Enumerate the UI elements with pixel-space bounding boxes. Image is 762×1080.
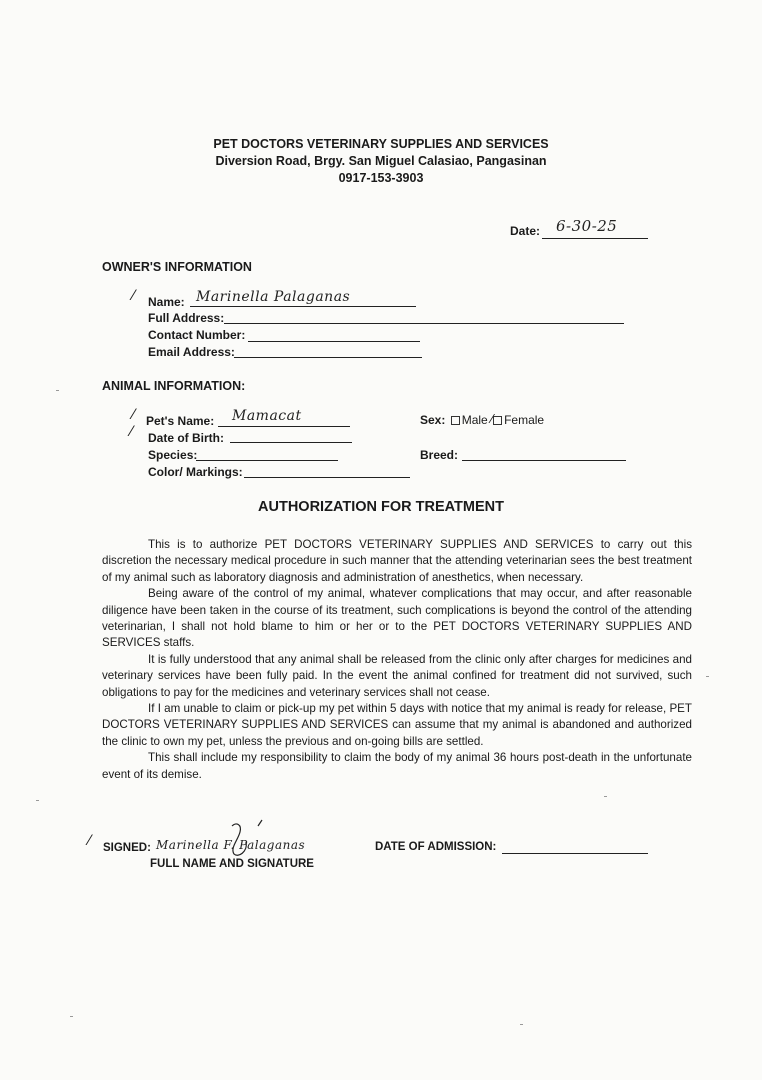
business-phone: 0917-153-3903 — [338, 171, 424, 185]
animal-section-title: ANIMAL INFORMATION: — [102, 379, 246, 393]
owner-contact-line — [248, 341, 420, 342]
scan-speck — [706, 676, 709, 677]
breed-line — [462, 460, 626, 461]
business-address: Diversion Road, Brgy. San Miguel Calasiao, Pangasinan — [215, 154, 547, 168]
sex-male-option: Male — [461, 413, 488, 427]
owner-address-label: Full Address: — [148, 311, 225, 325]
business-name: PET DOCTORS VETERINARY SUPPLIES AND SERVICES — [213, 137, 549, 151]
scan-speck — [56, 390, 59, 391]
authorization-paragraph: Being aware of the control of my animal, whatever complications that may occur, and after reasonable diligence have been taken in the course of its treatment, such complications is beyond the control of the attending veterinarian, I shall not hold blame to him or her or to the PET DOCTORS VETERINARY SUPPLIES AND SERVICES staffs. — [102, 587, 692, 650]
pet-name-value: Mamacat — [232, 408, 302, 424]
color-markings-line — [244, 477, 410, 478]
owner-email-line — [234, 357, 422, 358]
authorization-paragraph: This shall include my responsibility to claim the body of my animal 36 hours post-death in the unfortunate event of its demise. — [102, 751, 692, 781]
scan-speck — [70, 1016, 73, 1017]
authorization-paragraph: It is fully understood that any animal shall be released from the clinic only after charges for medicines and veterinary services have been fully paid. In the event the animal confined for treatment did not survived, such obligations to pay for the medicines and veterinary services shall not cease. — [102, 652, 692, 699]
signature-caption: FULL NAME AND SIGNATURE — [150, 858, 314, 870]
signed-label: SIGNED: — [103, 842, 151, 854]
authorization-title: AUTHORIZATION FOR TREATMENT — [258, 499, 504, 515]
male-checkbox[interactable] — [451, 416, 460, 425]
breed-label: Breed: — [420, 448, 459, 462]
sex-label: Sex: — [420, 413, 446, 427]
authorization-paragraph: This is to authorize PET DOCTORS VETERINARY SUPPLIES AND SERVICES to carry out this discretion the necessary medical procedure in such manner that the attending veterinarian sees the best treatment of my animal such as laboratory diagnosis and administration of anesthetics, when necessary. — [102, 538, 692, 584]
owner-address-line — [224, 323, 624, 324]
check-mark-icon: ⁄ — [130, 424, 133, 440]
date-line — [542, 238, 648, 239]
signed-value: Marinella F. Palaganas — [156, 838, 306, 852]
owner-contact-label: Contact Number: — [148, 328, 246, 342]
check-mark-icon: ⁄ — [491, 411, 494, 427]
dob-line — [230, 442, 352, 443]
owner-section-title: OWNER'S INFORMATION — [102, 260, 252, 274]
scan-speck — [520, 1024, 523, 1025]
sex-field — [420, 413, 544, 427]
authorization-paragraph: If I am unable to claim or pick-up my pet within 5 days with notice that my animal is ready for release, PET DOCTORS VETERINARY SUPPLIES AND SERVICES can assume that my animal is abandoned and authorized the clinic to own my pet, unless the previous and on-going bills are settled. — [102, 702, 692, 748]
dob-label: Date of Birth: — [148, 431, 224, 445]
sex-female-option: Female — [504, 413, 545, 427]
check-mark-icon: ⁄ — [88, 833, 91, 849]
date-label: Date: — [510, 224, 541, 238]
check-mark-icon: ⁄ — [132, 288, 135, 304]
color-markings-label: Color/ Markings: — [148, 465, 243, 479]
owner-name-value: Marinella Palaganas — [196, 289, 351, 305]
check-mark-icon: ⁄ — [132, 407, 135, 423]
scan-speck — [36, 800, 39, 801]
owner-name-label: Name: — [148, 295, 185, 309]
admission-date-line — [502, 853, 648, 854]
admission-date-label: DATE OF ADMISSION: — [375, 841, 497, 853]
pet-name-label: Pet's Name: — [146, 414, 215, 428]
species-label: Species: — [148, 448, 198, 462]
pet-name-line — [218, 426, 350, 427]
date-value: 6-30-25 — [556, 217, 618, 235]
authorization-body — [102, 537, 692, 783]
species-line — [196, 460, 338, 461]
owner-email-label: Email Address: — [148, 345, 235, 359]
scan-speck — [604, 796, 607, 797]
owner-name-line — [190, 306, 416, 307]
female-checkbox[interactable] — [491, 411, 502, 427]
signature-flourish-icon — [218, 818, 270, 862]
